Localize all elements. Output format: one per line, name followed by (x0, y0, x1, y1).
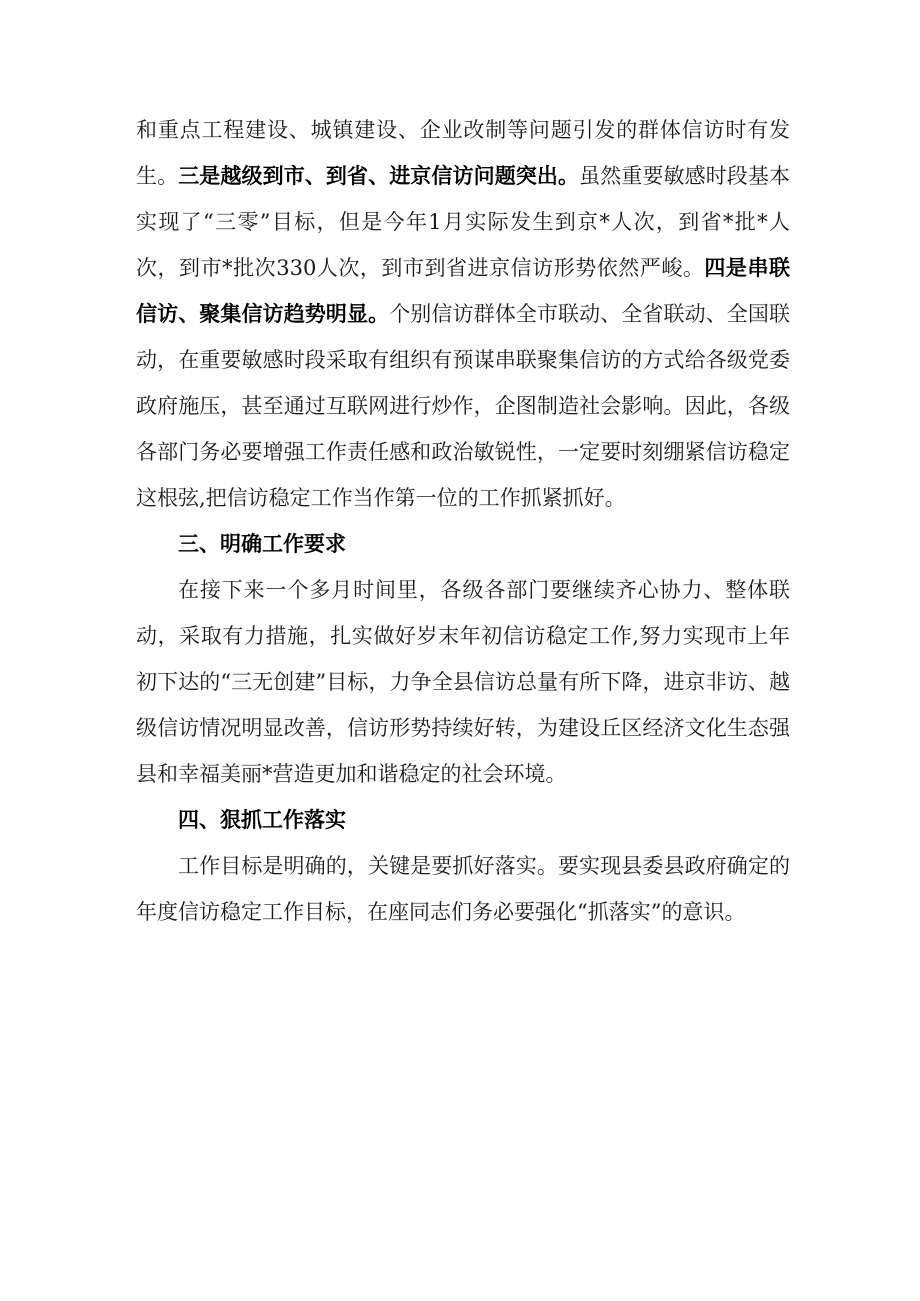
paragraph-text: 和重点工程建设、城镇建设、企业改制等问题引发的群体信访时有发生。 (136, 118, 790, 188)
paragraph-text: 个别信访群体全市联动、全省联动、全国联动，在重要敏感时段采取有组织有预谋串联聚集信访的方式给各级党委政府施压，甚至通过互联网进行炒作，企图制造社会影响。因此，各级各部门务必要增强工作责任感和政治敏锐性，一定要时刻绷紧信访稳定这根弦,把信访稳定工作当作第一位的工作抓紧抓好。 (136, 302, 791, 510)
bold-point-three: 三是越级到市、到省、进京信访问题突出。 (178, 163, 580, 188)
paragraph-implementation: 工作目标是明确的，关键是要抓好落实。要实现县委县政府确定的年度信访稳定工作目标，在座同志们务必要强化“抓落实”的意识。 (136, 854, 790, 924)
paragraph-text: 虽然重要敏感时段基本实现了“三零”目标，但是今年1月实际发生到京*人次，到省*批*人次，到市*批次330人次，到市到省进京信访形势依然严峻。 (136, 164, 791, 280)
section-heading-four: 四、狠抓工作落实 (178, 807, 346, 832)
paragraph-continuation (136, 107, 790, 521)
paragraph-requirements: 在接下来一个多月时间里，各级各部门要继续齐心协力、整体联动，采取有力措施，扎实做好岁末年初信访稳定工作,努力实现市上年初下达的“三无创建”目标，力争全县信访总量有所下降，进京非访、越级信访情况明显改善，信访形势持续好转，为建设丘区经济文化生态强县和幸福美丽*营造更加和谐稳定的社会环境。 (136, 578, 790, 786)
bold-point-four: 四是串联信访、聚集信访趋势明显。 (136, 255, 790, 326)
section-heading-three: 三、明确工作要求 (178, 531, 346, 556)
document-body (136, 107, 790, 935)
